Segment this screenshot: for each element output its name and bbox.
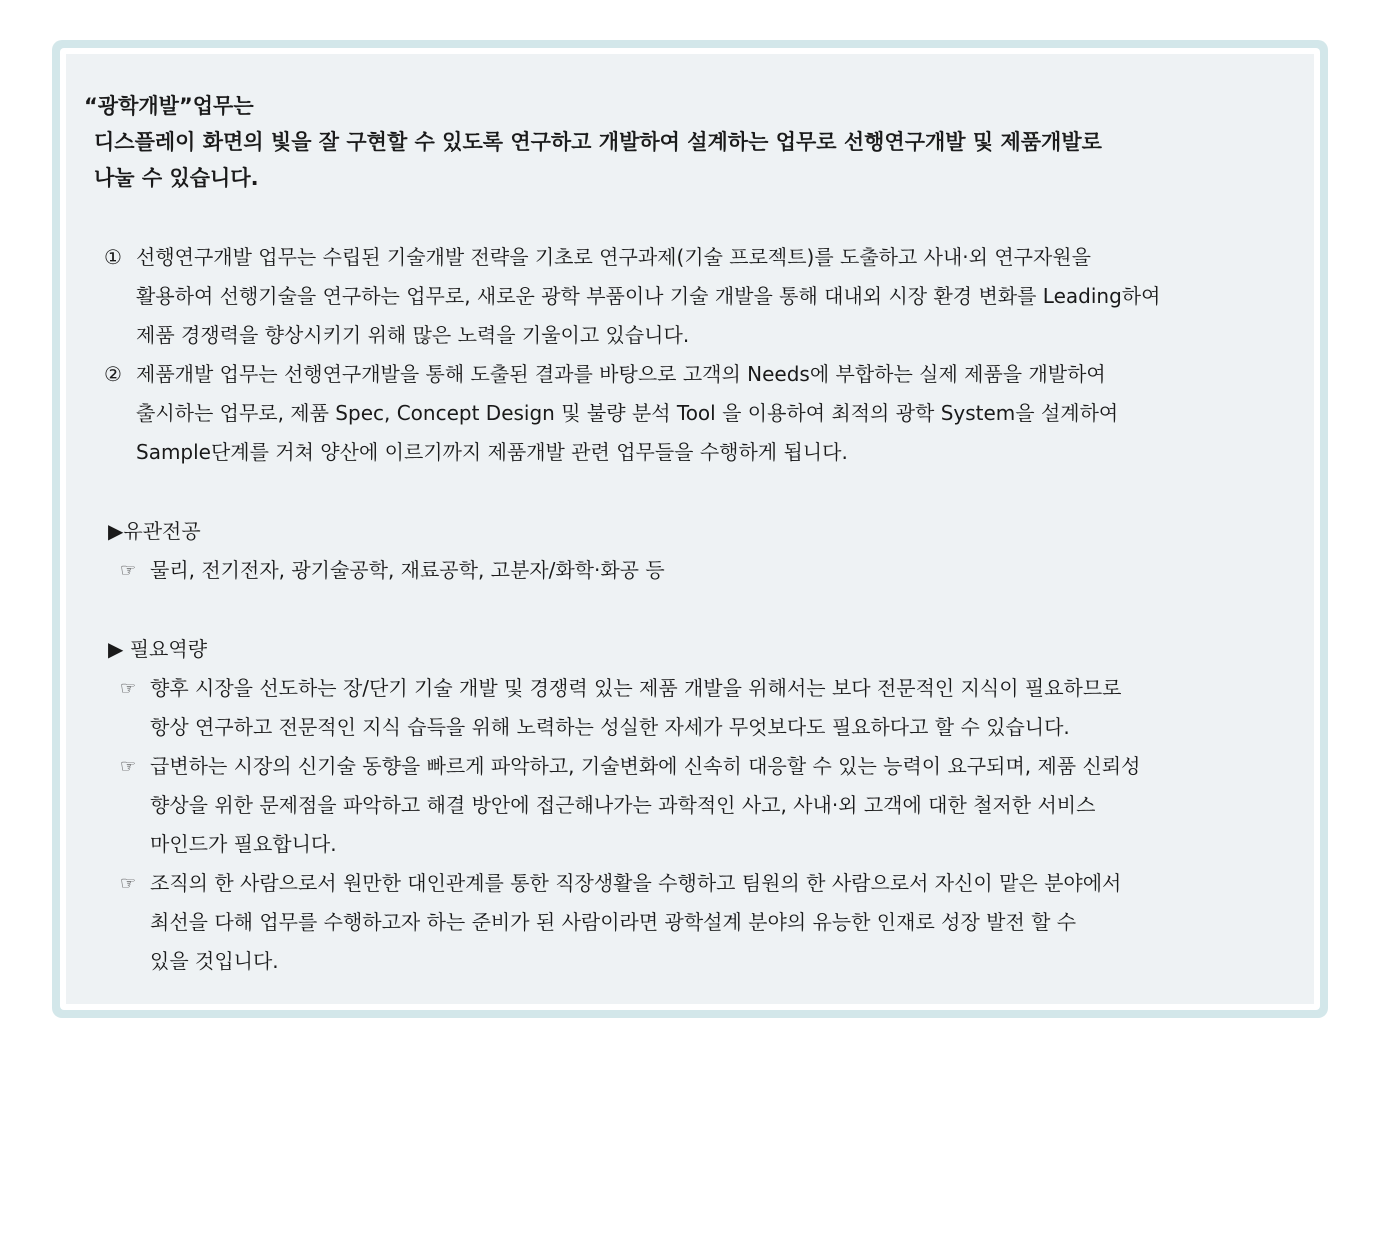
numbered-item-text	[136, 355, 1296, 472]
work-description-list	[104, 238, 1314, 472]
text-line: 제품개발 업무는 선행연구개발을 통해 도출된 결과를 바탕으로 고객의 Needs에 부합하는 실제 제품을 개발하여	[136, 362, 1106, 386]
text-line: 최선을 다해 업무를 수행하고자 하는 준비가 된 사람이라면 광학설계 분야의 유능한 인재로 성장 발전 할 수	[150, 910, 1077, 934]
list-item-text	[150, 747, 1140, 864]
intro-line: 디스플레이 화면의 빛을 잘 구현할 수 있도록 연구하고 개발하여 설계하는 업무로 선행연구개발 및 제품개발로	[94, 130, 1102, 154]
numbered-item-product-development	[104, 355, 1314, 472]
text-line: 물리, 전기전자, 광기술공학, 재료공학, 고분자/화학·화공 등	[150, 558, 665, 582]
list-item-text	[150, 864, 1121, 981]
text-line: Sample단계를 거쳐 양산에 이르기까지 제품개발 관련 업무들을 수행하게 됩니다.	[136, 440, 848, 464]
content-panel	[66, 54, 1314, 1004]
text-line: 출시하는 업무로, 제품 Spec, Concept Design 및 불량 분석 Tool 을 이용하여 최적의 광학 System을 설계하여	[136, 401, 1119, 425]
number-marker: ①	[104, 245, 122, 269]
related-majors-section	[108, 512, 1314, 590]
content-frame	[52, 40, 1328, 1018]
pointing-hand-icon: ☞	[120, 873, 137, 894]
text-line: 선행연구개발 업무는 수립된 기술개발 전략을 기초로 연구과제(기술 프로젝트)를 도출하고 사내·외 연구자원을	[136, 245, 1091, 269]
intro-line: 나눌 수 있습니다.	[94, 166, 259, 190]
list-item-text	[150, 551, 665, 590]
list-item-text	[150, 669, 1122, 747]
required-competencies-section	[108, 630, 1314, 981]
text-line: 제품 경쟁력을 향상시키기 위해 많은 노력을 기울이고 있습니다.	[136, 323, 690, 347]
text-line: 향상을 위한 문제점을 파악하고 해결 방안에 접근해나가는 과학적인 사고, 사내·외 고객에 대한 철저한 서비스	[150, 793, 1096, 817]
number-marker: ②	[104, 362, 122, 386]
list-item	[120, 669, 1314, 747]
intro-heading	[84, 88, 1314, 196]
required-competencies-heading: ▶ 필요역량	[108, 637, 208, 661]
text-line: 항상 연구하고 전문적인 지식 습득을 위해 노력하는 성실한 자세가 무엇보다도 필요하다고 할 수 있습니다.	[150, 715, 1070, 739]
list-item	[120, 747, 1314, 864]
text-line: 마인드가 필요합니다.	[150, 832, 337, 856]
pointing-hand-icon: ☞	[120, 560, 137, 581]
list-item	[120, 551, 1314, 590]
pointing-hand-icon: ☞	[120, 678, 137, 699]
text-line: 급변하는 시장의 신기술 동향을 빠르게 파악하고, 기술변화에 신속히 대응할 수 있는 능력이 요구되며, 제품 신뢰성	[150, 754, 1141, 778]
text-line: 향후 시장을 선도하는 장/단기 기술 개발 및 경쟁력 있는 제품 개발을 위해서는 보다 전문적인 지식이 필요하므로	[150, 676, 1122, 700]
list-item	[120, 864, 1314, 981]
text-line: 있을 것입니다.	[150, 949, 279, 973]
numbered-item-advanced-research	[104, 238, 1314, 355]
intro-title: “광학개발”업무는	[84, 94, 254, 118]
pointing-hand-icon: ☞	[120, 756, 137, 777]
content-frame-inner	[60, 48, 1320, 1010]
related-majors-heading: ▶유관전공	[108, 519, 201, 543]
text-line: 조직의 한 사람으로서 원만한 대인관계를 통한 직장생활을 수행하고 팀원의 한 사람으로서 자신이 맡은 분야에서	[150, 871, 1122, 895]
numbered-item-text	[136, 238, 1296, 355]
text-line: 활용하여 선행기술을 연구하는 업무로, 새로운 광학 부품이나 기술 개발을 통해 대내외 시장 환경 변화를 Leading하여	[136, 284, 1161, 308]
